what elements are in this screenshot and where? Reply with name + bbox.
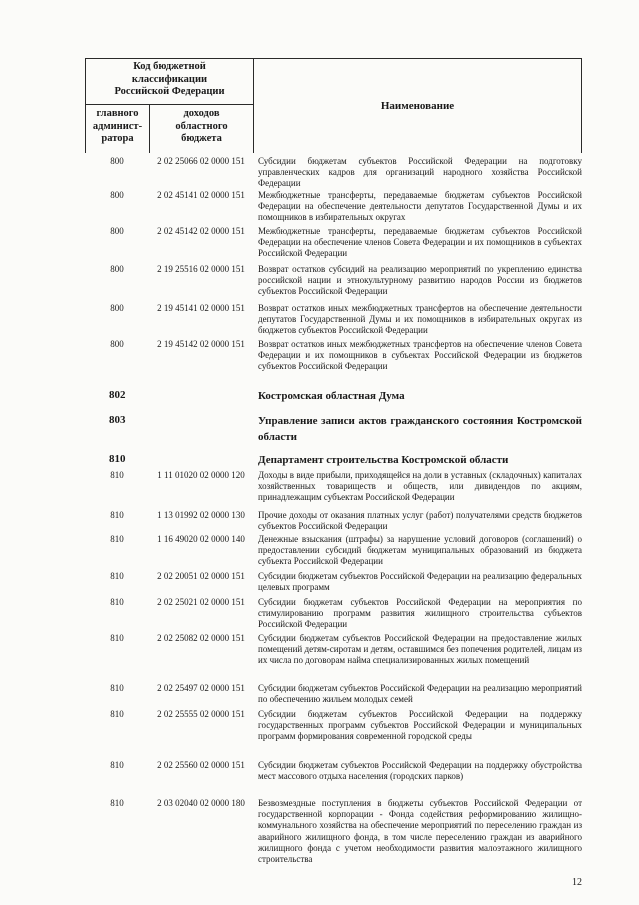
- table-header: [85, 58, 582, 153]
- income-name: Возврат остатков субсидий на реализацию мероприятий по укреплению единства российской нации и этнокультурному развитию народов России из бюджетов субъектов Российской Федерации: [258, 264, 582, 297]
- header-code-group: [86, 61, 253, 99]
- income-name: Доходы в виде прибыли, приходящейся на доли в уставных (складочных) капиталах хозяйственных товариществ и обществ, или дивидендов по акциям, принадлежащим субъектам Российской Федерации: [258, 470, 582, 503]
- income-name: Субсидии бюджетам субъектов Российской Федерации на поддержку обустройства мест массового отдыха населения (городских парков): [258, 760, 582, 782]
- admin-code: 803: [109, 414, 126, 426]
- admin-code: 810: [110, 571, 124, 581]
- admin-code: 810: [110, 534, 124, 544]
- admin-code: 810: [110, 798, 124, 808]
- income-name: Субсидии бюджетам субъектов Российской Федерации на реализацию мероприятий по обеспечению жильем молодых семей: [258, 683, 582, 705]
- income-code: 2 02 45142 02 0000 151: [157, 226, 245, 236]
- header-code-line-2: классификации: [131, 73, 208, 85]
- admin-code: 800: [110, 156, 124, 166]
- admin-code: 800: [110, 303, 124, 313]
- admin-code: 800: [110, 226, 124, 236]
- income-code: 2 19 25516 02 0000 151: [157, 264, 245, 274]
- header-income-col: [150, 108, 253, 146]
- section-title: Департамент строительства Костромской области: [258, 454, 509, 466]
- header-income-line-2: областного: [175, 120, 228, 132]
- header-admin-line-2: админист-: [92, 120, 143, 132]
- income-code: 1 11 01020 02 0000 120: [157, 470, 245, 480]
- header-income-line-1: доходов: [183, 108, 220, 119]
- income-code: 1 13 01992 02 0000 130: [157, 510, 245, 520]
- admin-code: 800: [110, 190, 124, 200]
- admin-code: 810: [110, 760, 124, 770]
- admin-code: 810: [109, 453, 126, 465]
- section-title: Управление записи актов гражданского состояния Костромской области: [258, 415, 582, 443]
- income-name: Безвозмездные поступления в бюджеты субъектов Российской Федерации от государственной корпорации - Фонда содействия реформированию жилищно-коммунального хозяйства на обеспечение мероприятий по переселению граждан из аварийного жилищного фонда, в том числе переселению граждан из аварийного жилищного фонда с учетом необходимости развития малоэтажного жилищного строительства: [258, 798, 582, 865]
- income-name: Возврат остатков иных межбюджетных трансфертов на обеспечение деятельности депутатов Государственной Думы и их помощников в избирательных округах из бюджетов субъектов Российской Федерации: [258, 303, 582, 336]
- income-code: 2 19 45142 02 0000 151: [157, 339, 245, 349]
- income-name: Возврат остатков иных межбюджетных трансфертов на обеспечение членов Совета Федерации и их помощников в субъектах Российской Федерации из бюджетов субъектов Российской Федерации: [258, 339, 582, 372]
- income-code: 2 19 45141 02 0000 151: [157, 303, 245, 313]
- income-code: 2 02 25497 02 0000 151: [157, 683, 245, 693]
- header-name-col: Наименование: [380, 100, 455, 112]
- header-income-line-3: бюджета: [181, 133, 222, 144]
- admin-code: 810: [110, 510, 124, 520]
- income-name: Субсидии бюджетам субъектов Российской Федерации на реализацию федеральных целевых программ: [258, 571, 582, 593]
- income-code: 2 02 25082 02 0000 151: [157, 633, 245, 643]
- income-code: 2 02 25066 02 0000 151: [157, 156, 245, 166]
- income-code: 2 02 25560 02 0000 151: [157, 760, 245, 770]
- admin-code: 810: [110, 597, 124, 607]
- header-code-line-3: Российской Федерации: [114, 86, 225, 97]
- section-title: Костромская областная Дума: [258, 390, 405, 402]
- income-name: Прочие доходы от оказания платных услуг (работ) получателями средств бюджетов субъектов Российской Федерации: [258, 510, 582, 532]
- header-admin-col: [86, 108, 149, 146]
- admin-code: 800: [110, 339, 124, 349]
- income-code: 2 02 25021 02 0000 151: [157, 597, 245, 607]
- admin-code: 810: [110, 633, 124, 643]
- income-name: Субсидии бюджетам субъектов Российской Федерации на поддержку государственных программ субъектов Российской Федерации и муниципальных программ формирования современной городской среды: [258, 709, 582, 742]
- income-code: 2 02 20051 02 0000 151: [157, 571, 245, 581]
- admin-code: 810: [110, 470, 124, 480]
- income-code: 2 02 45141 02 0000 151: [157, 190, 245, 200]
- header-admin-line-1: главного: [96, 108, 139, 119]
- header-admin-line-3: ратора: [101, 133, 134, 144]
- income-name: Межбюджетные трансферты, передаваемые бюджетам субъектов Российской Федерации на обеспечение членов Совета Федерации и их помощников в субъектах Российской Федерации: [258, 226, 582, 259]
- income-name: Субсидии бюджетам субъектов Российской Федерации на мероприятия по стимулированию программ развития жилищного строительства субъектов Российской Федерации: [258, 597, 582, 630]
- header-code-line-1: Код бюджетной: [133, 61, 206, 72]
- income-code: 2 03 02040 02 0000 180: [157, 798, 245, 808]
- admin-code: 800: [110, 264, 124, 274]
- income-code: 2 02 25555 02 0000 151: [157, 709, 245, 719]
- admin-code: 810: [110, 709, 124, 719]
- income-name: Межбюджетные трансферты, передаваемые бюджетам субъектов Российской Федерации на обеспечение деятельности депутатов Государственной Думы и их помощников в избирательных округах: [258, 190, 582, 223]
- income-name: Субсидии бюджетам субъектов Российской Федерации на подготовку управленческих кадров для организаций народного хозяйства Российской Федерации: [258, 156, 582, 189]
- income-name: Денежные взыскания (штрафы) за нарушение условий договоров (соглашений) о предоставлении субсидий бюджетам муниципальных образований из бюджета субъекта Российской Федерации: [258, 534, 582, 567]
- income-name: Субсидии бюджетам субъектов Российской Федерации на предоставление жилых помещений детям-сиротам и детям, оставшимся без попечения родителей, лицам из их числа по договорам найма специализированных жилых помещений: [258, 633, 582, 666]
- income-code: 1 16 49020 02 0000 140: [157, 534, 245, 544]
- admin-code: 802: [109, 389, 126, 401]
- page-number: 12: [572, 877, 582, 888]
- admin-code: 810: [110, 683, 124, 693]
